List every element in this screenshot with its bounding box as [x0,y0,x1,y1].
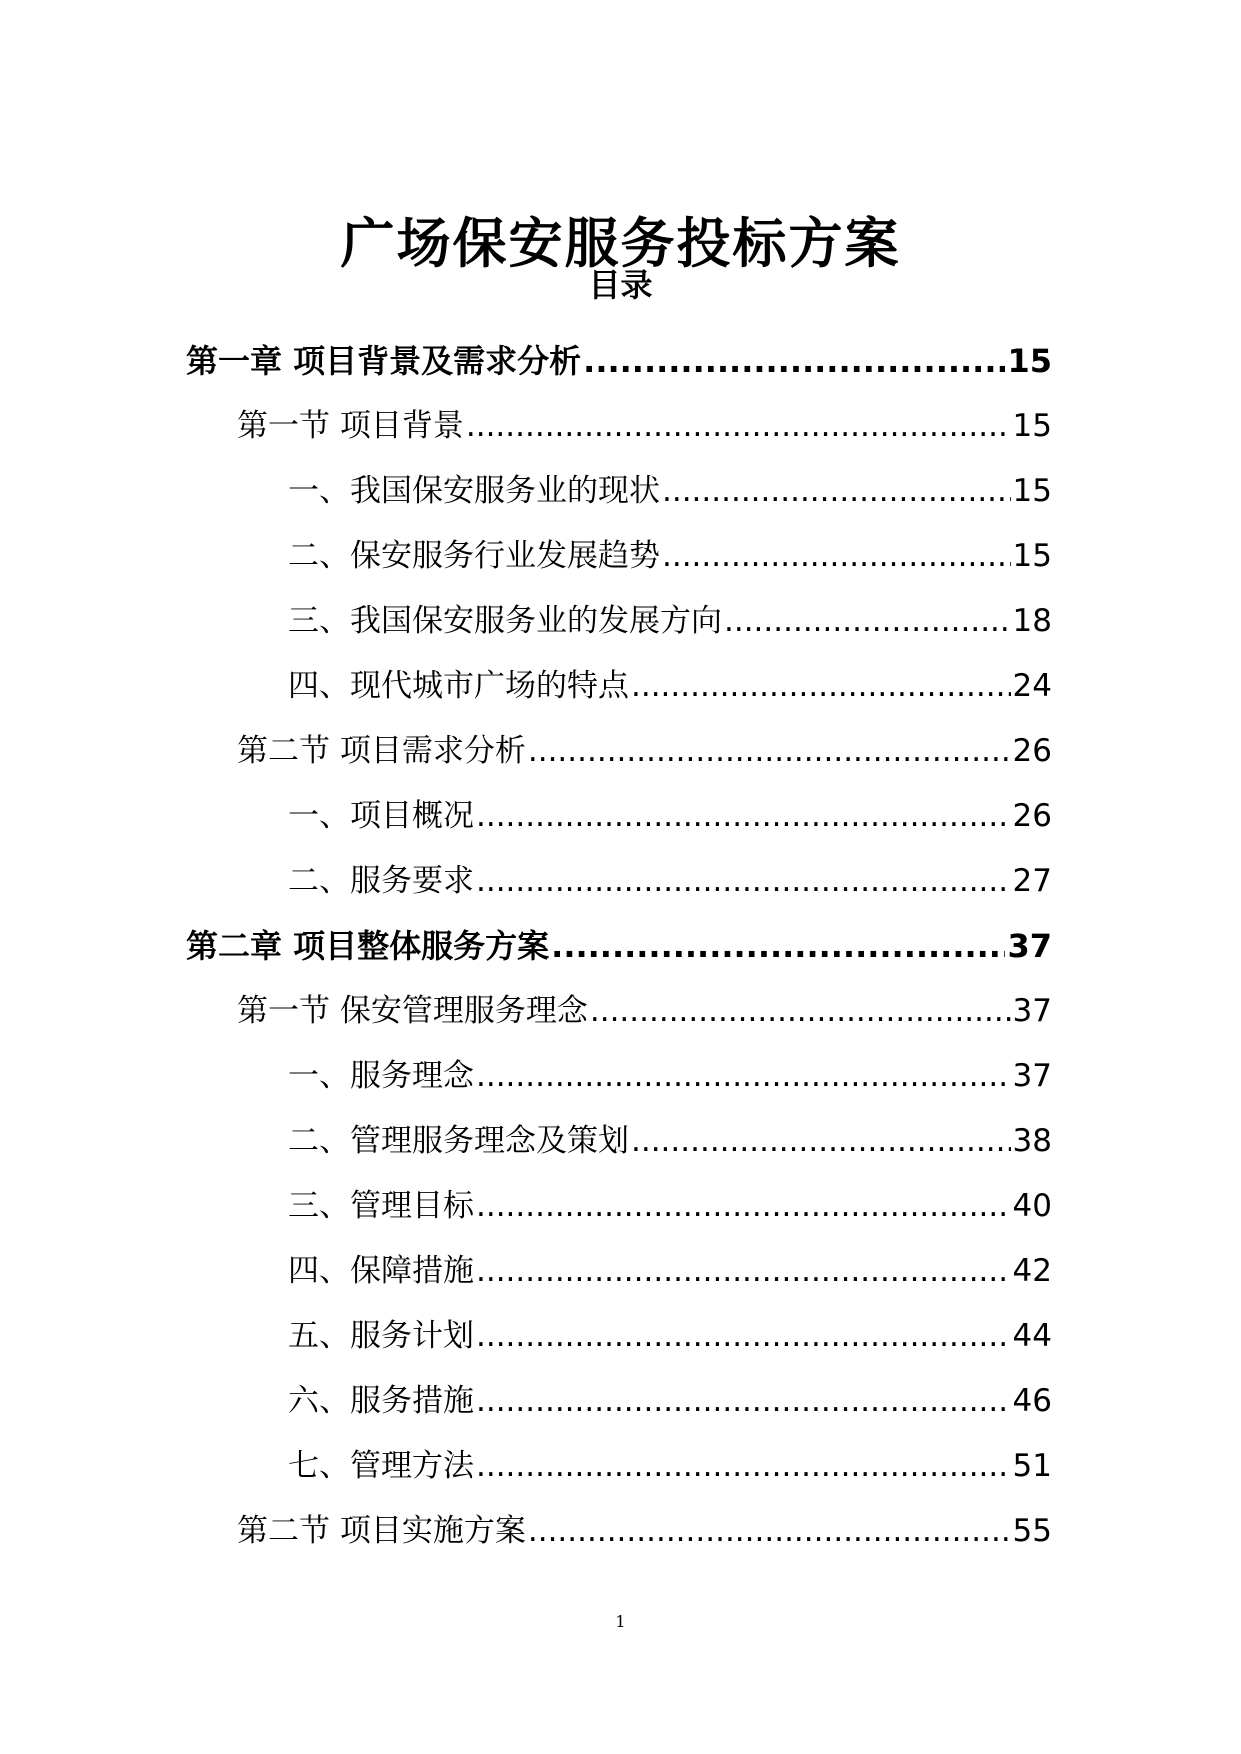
toc-entry-page: 26 [1012,798,1052,834]
toc-entry-page: 51 [1012,1448,1052,1484]
toc-entry-page: 27 [1012,863,1052,899]
toc-entry-page: 46 [1012,1383,1052,1419]
toc-entry-section[interactable] [237,720,1052,785]
toc-entry-subsection[interactable] [288,1305,1052,1370]
toc-entry-label: 三、我国保安服务业的发展方向 [288,603,722,639]
toc-entry-label: 七、管理方法 [288,1448,474,1484]
toc-dot-leader [583,339,1005,383]
toc-entry-label: 一、服务理念 [288,1058,474,1094]
toc-dot-leader [528,1509,1011,1553]
toc-entry-page: 15 [1012,473,1052,509]
toc-entry-label: 二、保安服务行业发展趋势 [288,538,660,574]
toc-entry-page: 42 [1012,1253,1052,1289]
toc-dot-leader [662,534,1011,578]
toc-entry-subsection[interactable] [288,655,1052,720]
toc-dot-leader [662,469,1011,513]
toc-entry-chapter-2[interactable] [186,915,1052,980]
toc-entry-chapter-1[interactable] [186,330,1052,395]
toc-entry-page: 37 [1012,993,1052,1029]
toc-entry-label: 第二节 项目实施方案 [237,1513,526,1549]
page-number: 1 [615,1612,626,1631]
table-of-contents [0,330,1241,1565]
toc-entry-section[interactable] [237,1500,1052,1565]
toc-dot-leader [476,1444,1011,1488]
toc-entry-label: 第二章 项目整体服务方案 [186,927,550,965]
toc-dot-leader [476,1249,1011,1293]
toc-entry-subsection[interactable] [288,1045,1052,1110]
toc-dot-leader [476,1314,1011,1358]
toc-entry-label: 二、管理服务理念及策划 [288,1123,629,1159]
toc-dot-leader [631,664,1011,708]
toc-entry-subsection[interactable] [288,1435,1052,1500]
toc-entry-section[interactable] [237,980,1052,1045]
toc-dot-leader [476,794,1011,838]
document-title: 广场保安服务投标方案 [340,212,901,276]
toc-entry-label: 四、保障措施 [288,1253,474,1289]
toc-entry-label: 第二节 项目需求分析 [237,733,526,769]
toc-dot-leader [528,729,1011,773]
toc-entry-label: 二、服务要求 [288,863,474,899]
toc-entry-subsection[interactable] [288,1110,1052,1175]
toc-entry-subsection[interactable] [288,1240,1052,1305]
toc-dot-leader [551,924,1005,968]
toc-entry-page: 15 [1007,342,1052,380]
toc-dot-leader [476,1054,1011,1098]
toc-entry-subsection[interactable] [288,460,1052,525]
toc-entry-section[interactable] [237,395,1052,460]
toc-dot-leader [476,1379,1011,1423]
toc-entry-label: 三、管理目标 [288,1188,474,1224]
toc-dot-leader [724,599,1011,643]
toc-entry-label: 六、服务措施 [288,1383,474,1419]
toc-entry-label: 第一节 项目背景 [237,408,464,444]
toc-entry-page: 26 [1012,733,1052,769]
toc-entry-label: 一、项目概况 [288,798,474,834]
toc-entry-page: 37 [1007,927,1052,965]
toc-dot-leader [631,1119,1011,1163]
toc-entry-label: 第一章 项目背景及需求分析 [186,342,582,380]
toc-entry-page: 24 [1012,668,1052,704]
toc-entry-label: 第一节 保安管理服务理念 [237,993,588,1029]
toc-entry-subsection[interactable] [288,590,1052,655]
toc-entry-subsection[interactable] [288,1175,1052,1240]
toc-entry-label: 一、我国保安服务业的现状 [288,473,660,509]
toc-entry-page: 40 [1012,1188,1052,1224]
toc-dot-leader [476,1184,1011,1228]
toc-dot-leader [466,404,1011,448]
toc-entry-page: 37 [1012,1058,1052,1094]
toc-entry-page: 18 [1012,603,1052,639]
toc-entry-page: 38 [1012,1123,1052,1159]
toc-entry-label: 四、现代城市广场的特点 [288,668,629,704]
toc-entry-page: 44 [1012,1318,1052,1354]
toc-entry-page: 15 [1012,408,1052,444]
toc-entry-subsection[interactable] [288,1370,1052,1435]
toc-entry-subsection[interactable] [288,785,1052,850]
toc-dot-leader [590,989,1011,1033]
toc-heading: 目录 [588,266,653,304]
toc-entry-page: 15 [1012,538,1052,574]
toc-entry-page: 55 [1012,1513,1052,1549]
toc-dot-leader [476,859,1011,903]
toc-entry-subsection[interactable] [288,525,1052,590]
toc-entry-label: 五、服务计划 [288,1318,474,1354]
toc-entry-subsection[interactable] [288,850,1052,915]
